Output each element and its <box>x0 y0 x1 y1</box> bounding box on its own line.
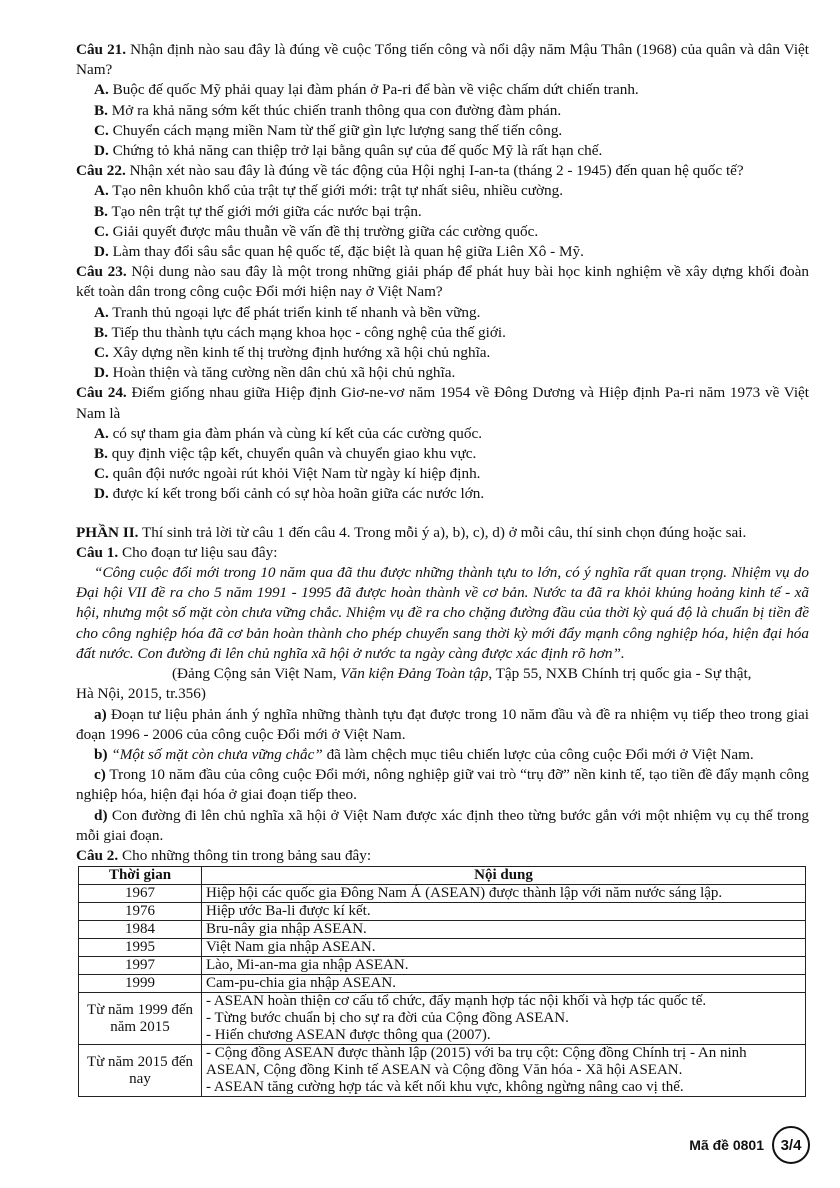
content-line: - ASEAN tăng cường hợp tác và kết nối khu vực, không ngừng nâng cao vị thế. <box>206 1079 684 1096</box>
question-24 <box>76 383 809 423</box>
question-label: Câu 24. <box>76 384 127 402</box>
content-cell: Việt Nam gia nhập ASEAN. <box>202 939 806 957</box>
option-text: Làm thay đổi sâu sắc quan hệ quốc tế, đặc biệt là quan hệ giữa Liên Xô - Mỹ. <box>112 243 584 261</box>
content-cell <box>202 1045 806 1097</box>
content-line: - Cộng đồng ASEAN được thành lập (2015) với ba trụ cột: Cộng đồng Chính trị - An ninh ASEAN, Cộng đồng Kinh tế ASEAN và Cộng đồng Văn hóa - Xã hội ASEAN. <box>206 1045 747 1079</box>
option-key: C. <box>94 465 109 483</box>
option-text: Tạo nên trật tự thế giới mới giữa các nước bại trận. <box>111 202 422 220</box>
question-label: Câu 23. <box>76 263 127 281</box>
statement-key: b) <box>94 745 108 763</box>
content-line: - Từng bước chuẩn bị cho sự ra đời của Cộng đồng ASEAN. <box>206 1010 569 1027</box>
page-footer <box>689 1126 810 1164</box>
option-text: Xây dựng nền kinh tế thị trường định hướng xã hội chủ nghĩa. <box>112 344 491 362</box>
content-cell: Bru-nây gia nhập ASEAN. <box>202 921 806 939</box>
statement-a <box>76 705 809 745</box>
question-label: Câu 21. <box>76 41 127 58</box>
option-key: C. <box>94 121 109 139</box>
option-c <box>76 464 809 484</box>
option-a <box>76 80 809 100</box>
time-cell: Từ năm 2015 đến nay <box>79 1045 202 1097</box>
statement-key: a) <box>94 705 107 723</box>
question-text: Cho những thông tin trong bảng sau đây: <box>122 846 372 864</box>
statement-b <box>76 745 809 765</box>
option-b <box>76 444 809 464</box>
question-text: Nhận xét nào sau đây là đúng về tác động của Hội nghị I-an-ta (tháng 2 - 1945) đến quan hệ quốc tế? <box>129 162 744 180</box>
table-row <box>79 957 806 975</box>
statement-text: Đoạn tư liệu phản ánh ý nghĩa những thành tựu đạt được trong 10 năm đầu và đề ra nhiệm vụ tiếp theo trong giai đoạn 1996 - 2006 của công cuộc Đổi mới ở Việt Nam. <box>76 705 809 743</box>
question-label: Câu 2. <box>76 846 119 864</box>
table-row <box>79 903 806 921</box>
time-cell: Từ năm 1999 đến năm 2015 <box>79 993 202 1045</box>
content-cell: Cam-pu-chia gia nhập ASEAN. <box>202 975 806 993</box>
option-d <box>76 141 809 161</box>
source-quote: “Công cuộc đổi mới trong 10 năm qua đã thu được những thành tựu to lớn, có ý nghĩa rất quan trọng. Nhiệm vụ do Đại hội VII đề ra cho 5 năm 1991 - 1995 đã được hoàn thành về cơ bản. Nước ta đã ra khỏi khủng hoảng kinh tế - xã hội, nhưng một số mặt còn chưa vững chắc. Nhiệm vụ đề ra cho chặng đường đầu của thời kỳ quá độ là chuẩn bị tiền đề cho công nghiệp hóa đã cơ bản hoàn thành cho phép chuyển sang thời kỳ mới đẩy mạnh công nghiệp hóa, hiện đại hóa đất nước. Con đường đi lên chủ nghĩa xã hội ở nước ta ngày càng được xác định rõ hơn”. <box>76 564 809 662</box>
statement-quote: “Một số mặt còn chưa vững chắc” <box>111 745 323 763</box>
option-key: D. <box>94 142 109 160</box>
time-cell: 1995 <box>79 939 202 957</box>
table-row <box>79 885 806 903</box>
statement-text: Trong 10 năm đầu của công cuộc Đổi mới, nông nghiệp giữ vai trò “trụ đỡ” nền kinh tế, tạo tiền đề đẩy mạnh công nghiệp hóa, hiện đại hóa ở giai đoạn tiếp theo. <box>76 766 809 804</box>
option-key: D. <box>94 364 109 382</box>
option-a <box>76 424 809 444</box>
option-key: C. <box>94 222 109 240</box>
option-text: Chứng tỏ khả năng can thiệp trở lại bằng quân sự của đế quốc Mỹ là rất hạn chế. <box>112 142 603 160</box>
time-cell: 1999 <box>79 975 202 993</box>
option-text: Tạo nên khuôn khổ của trật tự thế giới mới: trật tự nhất siêu, nhiều cường. <box>112 182 564 200</box>
question-21 <box>76 40 809 80</box>
table-row <box>79 921 806 939</box>
time-cell: 1976 <box>79 903 202 921</box>
question-label: Câu 1. <box>76 543 119 561</box>
exam-page <box>76 40 809 1097</box>
asean-timeline-table <box>78 866 806 1097</box>
content-cell: Hiệp hội các quốc gia Đông Nam Á (ASEAN) được thành lập với năm nước sáng lập. <box>202 885 806 903</box>
statement-d <box>76 806 809 846</box>
citation-title: Văn kiện Đảng Toàn tập <box>340 665 489 683</box>
option-key: B. <box>94 445 108 463</box>
option-key: B. <box>94 323 108 341</box>
option-text: quy định việc tập kết, chuyển quân và chuyển giao khu vực. <box>111 445 477 463</box>
column-header-time: Thời gian <box>79 867 202 885</box>
source-citation-line2: Hà Nội, 2015, tr.356) <box>76 685 206 703</box>
content-cell: Lào, Mi-an-ma gia nhập ASEAN. <box>202 957 806 975</box>
statement-text: đã làm chệch mục tiêu chiến lược của công cuộc Đổi mới ở Việt Nam. <box>322 745 754 763</box>
option-text: Tiếp thu thành tựu cách mạng khoa học - công nghệ của thế giới. <box>111 323 506 341</box>
option-c <box>76 343 809 363</box>
option-text: Giải quyết được mâu thuẫn về vấn đề thị trường giữa các cường quốc. <box>112 222 539 240</box>
option-key: B. <box>94 202 108 220</box>
page-number-badge: 3/4 <box>772 1126 810 1164</box>
citation-suffix: , Tập 55, NXB Chính trị quốc gia - Sự thật, <box>488 665 752 683</box>
option-c <box>76 121 809 141</box>
table-row <box>79 939 806 957</box>
table-row <box>79 975 806 993</box>
option-text: Mở ra khả năng sớm kết thúc chiến tranh thông qua con đường đàm phán. <box>111 101 562 119</box>
content-cell: Hiệp ước Ba-li được kí kết. <box>202 903 806 921</box>
source-citation <box>76 664 809 684</box>
question-text: Nội dung nào sau đây là một trong những giải pháp để phát huy bài học kinh nghiệm về xây dựng khối đoàn kết toàn dân trong công cuộc Đổi mới hiện nay ở Việt Nam? <box>76 263 809 301</box>
question-label: Câu 22. <box>76 162 126 180</box>
statement-text: Con đường đi lên chủ nghĩa xã hội ở Việt Nam được xác định theo từng bước gắn với một nhiệm vụ cụ thể trong mỗi giai đoạn. <box>76 806 810 844</box>
question-22 <box>76 161 809 181</box>
table-row <box>79 993 806 1045</box>
option-b <box>76 101 809 121</box>
option-b <box>76 323 809 343</box>
column-header-content: Nội dung <box>202 867 806 885</box>
option-text: được kí kết trong bối cảnh có sự hòa hoãn giữa các nước lớn. <box>112 485 485 503</box>
option-key: D. <box>94 243 109 261</box>
option-a <box>76 303 809 323</box>
section-gap <box>76 505 809 523</box>
table-header-row <box>79 867 806 885</box>
question-text: Điểm giống nhau giữa Hiệp định Giơ-ne-vơ năm 1954 về Đông Dương và Hiệp định Pa-ri năm 1973 về Việt Nam là <box>76 384 810 422</box>
option-key: A. <box>94 81 109 99</box>
part-text: Thí sinh trả lời từ câu 1 đến câu 4. Trong mỗi ý a), b), c), d) ở mỗi câu, thí sinh chọn đúng hoặc sai. <box>141 523 747 541</box>
question-text: Nhận định nào sau đây là đúng về cuộc Tổng tiến công và nổi dậy năm Mậu Thân (1968) của quân và dân Việt Nam? <box>76 41 809 79</box>
statement-key: d) <box>94 806 108 824</box>
content-line: - Hiến chương ASEAN được thông qua (2007). <box>206 1027 491 1044</box>
part2-question-2 <box>76 846 809 866</box>
statement-c <box>76 765 809 805</box>
part2-question-1 <box>76 543 809 563</box>
time-cell: 1967 <box>79 885 202 903</box>
statement-key: c) <box>94 766 106 784</box>
time-cell: 1997 <box>79 957 202 975</box>
option-d <box>76 484 809 504</box>
option-key: D. <box>94 485 109 503</box>
time-cell: 1984 <box>79 921 202 939</box>
content-line: - ASEAN hoàn thiện cơ cấu tổ chức, đẩy mạnh hợp tác nội khối và hợp tác quốc tế. <box>206 993 707 1010</box>
option-key: B. <box>94 101 108 119</box>
option-text: có sự tham gia đàm phán và cùng kí kết của các cường quốc. <box>112 424 483 442</box>
option-key: A. <box>94 424 109 442</box>
table-row <box>79 1045 806 1097</box>
option-b <box>76 202 809 222</box>
option-c <box>76 222 809 242</box>
option-key: C. <box>94 344 109 362</box>
citation-prefix: (Đảng Cộng sản Việt Nam, <box>172 665 341 683</box>
option-text: Buộc đế quốc Mỹ phải quay lại đàm phán ở Pa-ri để bàn về việc chấm dứt chiến tranh. <box>112 81 639 99</box>
content-cell <box>202 993 806 1045</box>
exam-code: Mã đề 0801 <box>689 1137 764 1153</box>
option-text: Tranh thủ ngoại lực để phát triển kinh tế nhanh và bền vững. <box>112 303 481 321</box>
option-text: Hoàn thiện và tăng cường nền dân chủ xã hội chủ nghĩa. <box>112 364 456 382</box>
option-key: A. <box>94 182 109 200</box>
option-d <box>76 242 809 262</box>
option-text: Chuyển cách mạng miền Nam từ thế giữ gìn lực lượng sang thế tiến công. <box>112 121 563 139</box>
option-d <box>76 363 809 383</box>
option-text: quân đội nước ngoài rút khỏi Việt Nam từ ngày kí hiệp định. <box>112 465 481 483</box>
question-23 <box>76 262 809 302</box>
part-label: PHẦN II. <box>76 523 139 541</box>
option-a <box>76 181 809 201</box>
part-2-instructions <box>76 523 809 543</box>
option-key: A. <box>94 303 109 321</box>
question-text: Cho đoạn tư liệu sau đây: <box>122 543 278 561</box>
